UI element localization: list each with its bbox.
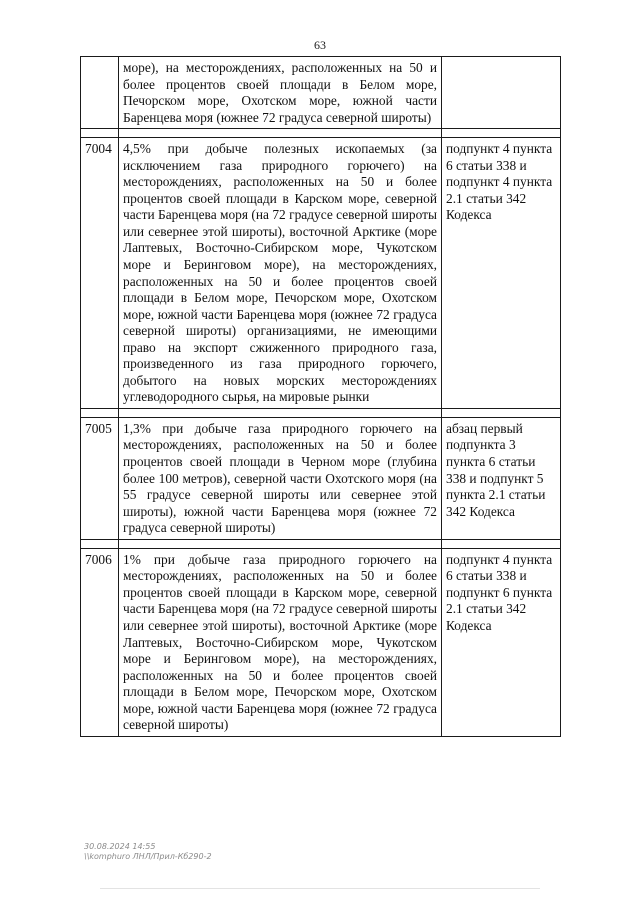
row-spacer	[81, 539, 561, 548]
row-reference: абзац первый подпункта 3 пункта 6 статьи 338 и подпункт 5 пункта 2.1 статьи 342 Кодекса	[442, 417, 561, 539]
row-code: 7006	[81, 548, 119, 736]
row-code: 7005	[81, 417, 119, 539]
row-code: 7004	[81, 138, 119, 409]
row-description: море), на месторождениях, расположенных на 50 и более процентов своей площади в Белом море, Печорском море, Охотском море, южной части Баренцева моря (южнее 72 градуса северной широты)	[119, 57, 442, 129]
table-row	[81, 138, 561, 409]
document-footer	[84, 842, 212, 862]
table-row	[81, 57, 561, 129]
page-number: 63	[314, 38, 326, 52]
row-spacer	[81, 408, 561, 417]
page-edge-line	[100, 888, 540, 889]
row-description: 4,5% при добыче полезных ископаемых (за исключением газа природного горючего) на месторождениях, расположенных на 50 и более процентов своей площади в Карском море, северной части Баренцева моря (на 72 градусе северной широты или севернее этой широты), восточной Арктике (море Лаптевых, Восточно-Сибирском море, Чукотском море и Беринговом море), на месторождениях, расположенных на 50 и более процентов своей площади в Белом море, Печорском море, Охотском море, южной части Баренцева моря (южнее 72 градуса северной широты) организациями, не имеющими право на экспорт сжиженного природного газа, произведенного из газа природного горючего, добытого на новых морских месторождениях углеводородного сырья, на мировые рынки	[119, 138, 442, 409]
footer-timestamp: 30.08.2024 14:55	[84, 842, 156, 851]
table-row	[81, 548, 561, 736]
row-reference: подпункт 4 пункта 6 статьи 338 и подпункт 4 пункта 2.1 статьи 342 Кодекса	[442, 138, 561, 409]
row-reference	[442, 57, 561, 129]
row-spacer	[81, 129, 561, 138]
row-description: 1,3% при добыче газа природного горючего на месторождениях, расположенных на 50 и более процентов своей площади в Черном море (глубина более 100 метров), северной части Охотского моря (на 55 градусе северной широты или севернее этой широты), южной части Баренцева моря (южнее 72 градуса северной широты)	[119, 417, 442, 539]
row-code	[81, 57, 119, 129]
row-reference: подпункт 4 пункта 6 статьи 338 и подпункт 6 пункта 2.1 статьи 342 Кодекса	[442, 548, 561, 736]
row-description: 1% при добыче газа природного горючего на месторождениях, расположенных на 50 и более процентов своей площади в Карском море, северной части Баренцева моря (на 72 градусе северной широты или севернее этой широты), восточной Арктике (море Лаптевых, Восточно-Сибирском море, Чукотском море и Беринговом море), на месторождениях, расположенных на 50 и более процентов своей площади в Белом море, Печорском море, Охотском море, южной части Баренцева моря (южнее 72 градуса северной широты)	[119, 548, 442, 736]
footer-doc-id: \\komphuro ЛНЛ/Прил-Кб290-2	[84, 852, 212, 861]
tax-code-table	[80, 56, 561, 737]
table-row	[81, 417, 561, 539]
